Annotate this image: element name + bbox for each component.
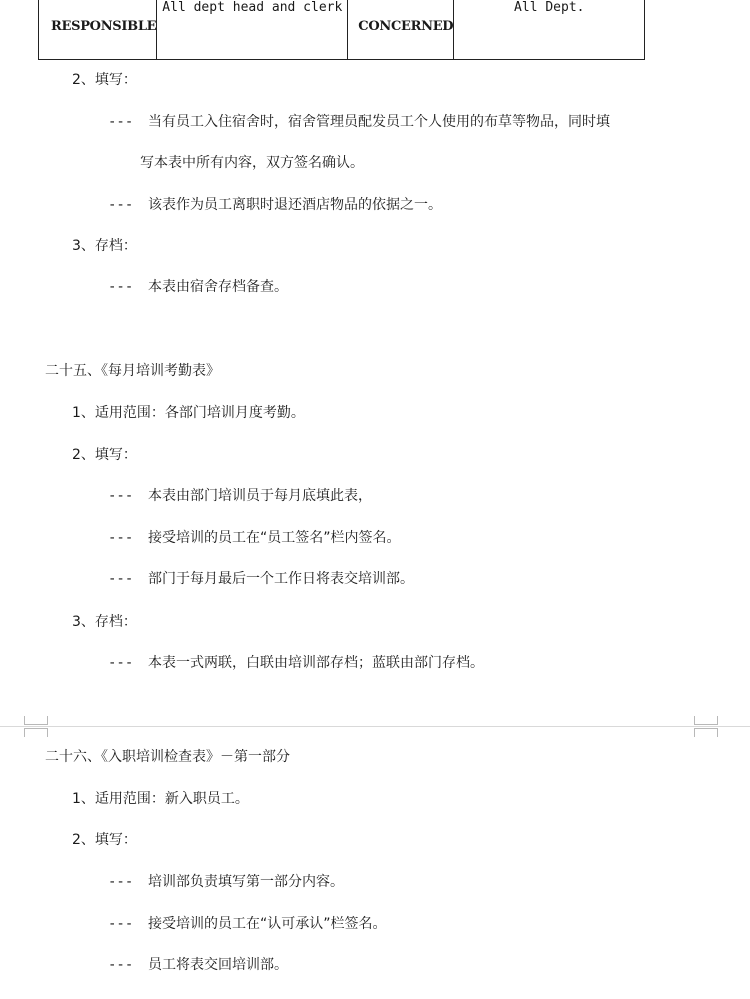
- section-25-title: 二十五、《每月培训考勤表》: [45, 363, 220, 379]
- dash-marker: ---: [108, 874, 134, 890]
- document-page-2: [0, 736, 750, 999]
- list-item-text: 接受培训的员工在“认可承认”栏签名。: [148, 916, 387, 932]
- s26-scope: 1、适用范围：新入职员工。: [72, 791, 249, 807]
- concerned-label: CONCERNED: [358, 19, 454, 34]
- dash-marker: ---: [108, 530, 134, 546]
- list-item-text: 本表由宿舍存档备查。: [148, 279, 288, 295]
- dash-marker: ---: [108, 114, 134, 130]
- list-item: [108, 570, 414, 588]
- list-item: [108, 113, 610, 131]
- list-item-text: 接受培训的员工在“员工签名”栏内签名。: [148, 530, 401, 546]
- responsible-value: All dept head and clerk: [162, 0, 343, 15]
- list-item: [108, 278, 288, 296]
- s25-archive-heading: 3、存档：: [72, 614, 137, 630]
- list-item-text: 员工将表交回培训部。: [148, 957, 288, 973]
- dash-marker: ---: [108, 488, 134, 504]
- s24-fill-heading: 2、填写：: [72, 72, 137, 88]
- list-item: [108, 915, 387, 933]
- s25-scope: 1、适用范围：各部门培训月度考勤。: [72, 405, 305, 421]
- dash-marker: ---: [108, 279, 134, 295]
- list-item: [108, 529, 401, 547]
- responsible-value-cell: [157, 0, 348, 60]
- s26-fill-heading: 2、填写：: [72, 832, 137, 848]
- dash-marker: ---: [108, 197, 134, 213]
- list-item-text: 部门于每月最后一个工作日将表交培训部。: [148, 571, 414, 587]
- page-corner-mark: [24, 728, 48, 737]
- dash-marker: ---: [108, 571, 134, 587]
- list-item-text: 当有员工入住宿舍时，宿舍管理员配发员工个人使用的布草等物品，同时填: [148, 114, 610, 130]
- list-item: [108, 956, 288, 974]
- list-item: [108, 487, 372, 505]
- list-item-text: 本表由部门培训员于每月底填此表，: [148, 488, 372, 504]
- dash-marker: ---: [108, 655, 134, 671]
- concerned-label-cell: [348, 0, 454, 60]
- table-row: [39, 0, 645, 60]
- list-item: [108, 873, 344, 891]
- page-corner-mark: [694, 716, 718, 725]
- dash-marker: ---: [108, 957, 134, 973]
- dash-marker: ---: [108, 916, 134, 932]
- page-corner-mark: [694, 728, 718, 737]
- list-item-text: 本表一式两联，白联由培训部存档；蓝联由部门存档。: [148, 655, 484, 671]
- list-item: [108, 654, 484, 672]
- concerned-value-cell: [454, 0, 645, 60]
- list-item-text: 该表作为员工离职时退还酒店物品的依据之一。: [148, 197, 442, 213]
- s24-archive-heading: 3、存档：: [72, 238, 137, 254]
- responsibility-table: [38, 0, 645, 60]
- list-item-continuation: 写本表中所有内容，双方签名确认。: [140, 155, 364, 171]
- list-item: [108, 196, 442, 214]
- page-corner-mark: [24, 716, 48, 725]
- s25-fill-heading: 2、填写：: [72, 447, 137, 463]
- responsible-label: RESPONSIBLE: [51, 19, 157, 34]
- section-26-title: 二十六、《入职培训检查表》－第一部分: [45, 749, 290, 765]
- concerned-value: All Dept.: [514, 0, 585, 15]
- responsible-label-cell: [39, 0, 157, 60]
- list-item-text: 培训部负责填写第一部分内容。: [148, 874, 344, 890]
